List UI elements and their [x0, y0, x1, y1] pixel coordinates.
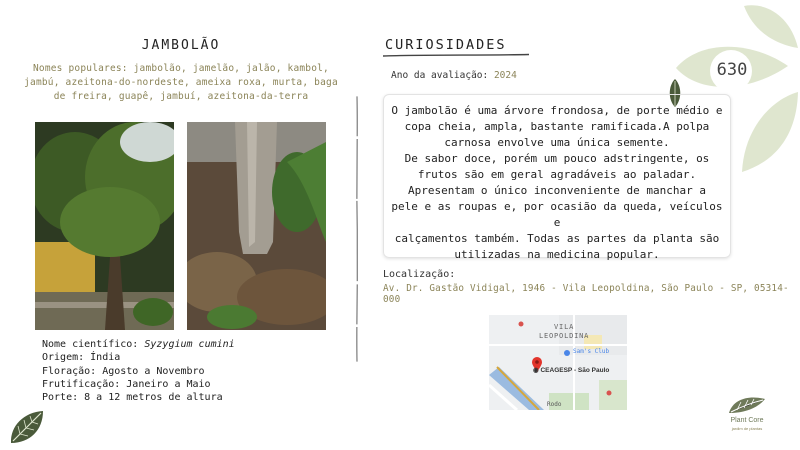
badge-number: 630	[716, 60, 748, 80]
curiosities-title: CURIOSIDADES	[385, 37, 507, 53]
fact-flowering: Floração: Agosto a Novembro	[42, 365, 205, 377]
fact-scientific-name: Nome científico: Syzygium cumini	[42, 339, 235, 350]
curiosity-line: O jambolão é uma árvore frondosa, de porte médio e	[391, 104, 723, 117]
curiosity-line: utilizadas na medicina popular.	[454, 248, 660, 261]
fact-origin: Origem: Índia	[42, 352, 121, 364]
plant-facts	[42, 338, 235, 404]
map-district: VILA LEOPOLDINA	[539, 323, 590, 340]
map-road-label: Rodo	[547, 401, 562, 408]
map-pin-label: ◉ CEAGESP - São Paulo	[533, 367, 610, 374]
curiosity-line: Apresentam o único inconveniente de manchar a	[407, 184, 706, 197]
curiosity-line: calçamentos também. Todas as partes da planta são	[394, 232, 720, 245]
evaluation-year: Ano da avaliação: 2024	[391, 70, 517, 81]
curiosity-line: frutos são em geral agradáveis ao paladar.	[417, 168, 697, 181]
logo-name: Plant Core	[730, 417, 764, 424]
fact-fruiting: Frutificação: Janeiro a Maio	[42, 378, 211, 390]
curiosity-line: pele e as roupas e, por ocasião da queda, veículos e	[391, 200, 723, 229]
location-map[interactable]	[489, 315, 627, 410]
location-label: Localização:	[383, 269, 456, 280]
curiosity-line: carnosa envolve uma única semente.	[444, 136, 670, 149]
address: Av. Dr. Gastão Vidigal, 1946 - Vila Leopoldina, São Paulo - SP, 05314-000	[383, 283, 789, 305]
column-divider	[356, 30, 358, 428]
trunk-photo	[187, 122, 326, 330]
popular-names: Nomes populares: jambolão, jamelão, jalão, kambol, jambú, azeitona-do-nordeste, ameixa roxa, murta, baga de freira, guapê, jambuí, azeitona-da-terra	[24, 63, 338, 102]
plant-core-logo-icon	[727, 393, 767, 415]
curiosities-box	[383, 94, 731, 261]
leaf-icon	[8, 408, 46, 446]
curiosity-line: De sabor doce, porém um pouco adstringente, os	[404, 152, 710, 165]
tree-photo	[35, 122, 174, 330]
fact-size: Porte: 8 a 12 metros de altura	[42, 392, 223, 404]
map-store-label: Sam's Club	[573, 348, 610, 355]
curiosity-line: copa cheia, ampla, bastante ramificada.A polpa	[404, 120, 710, 133]
logo-tagline: jardim de plantas	[731, 426, 763, 431]
title-underline	[383, 53, 529, 58]
page-title: JAMBOLÃO	[141, 38, 221, 53]
